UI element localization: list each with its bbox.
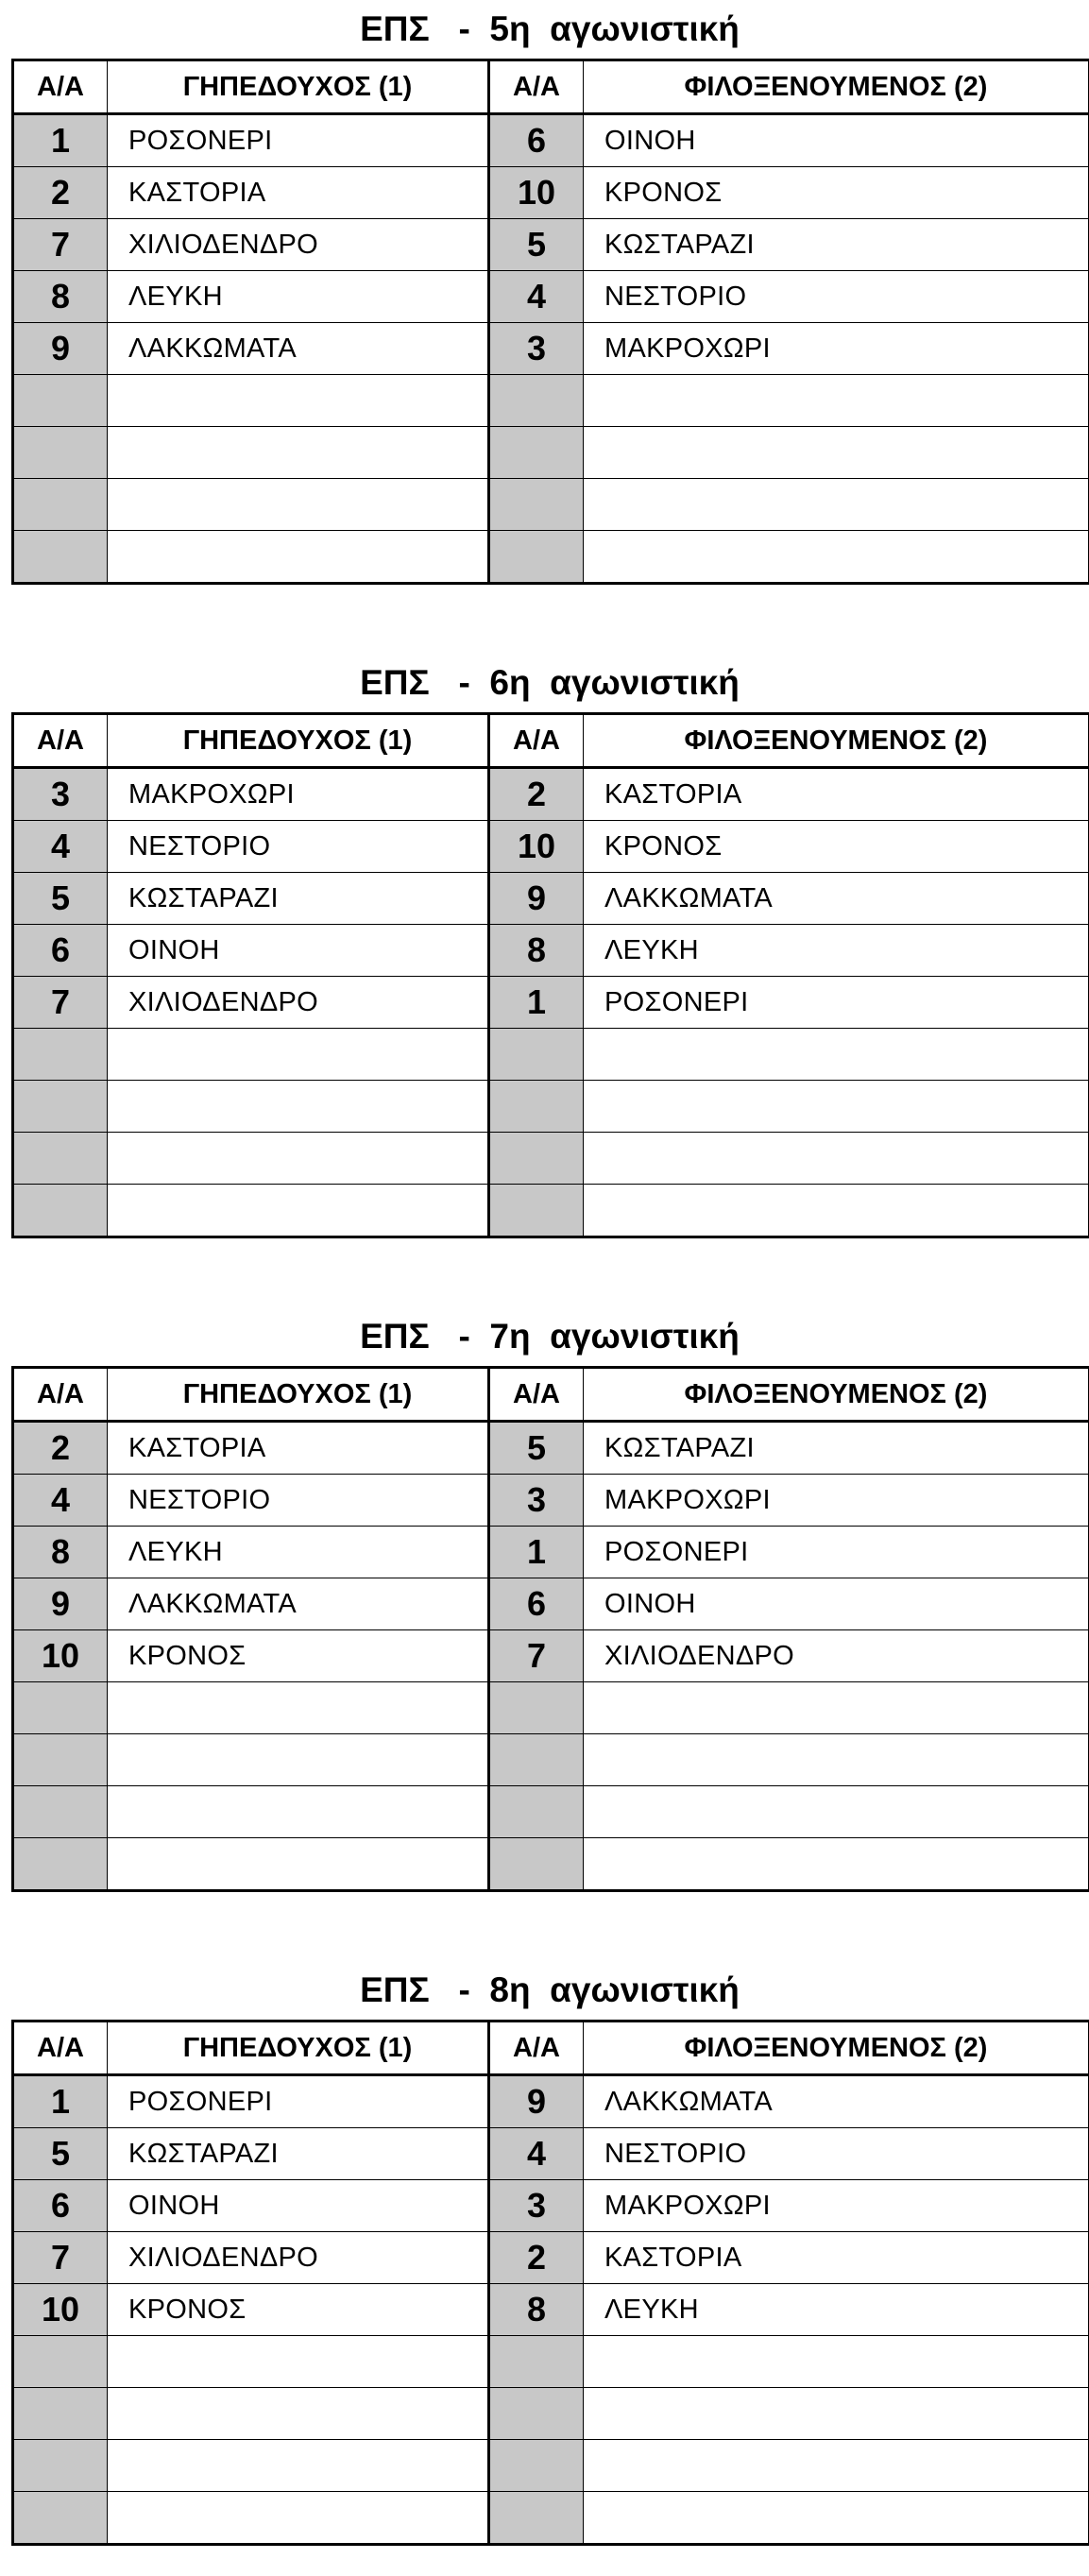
round-section-5 xyxy=(11,0,1088,585)
empty-team-cell xyxy=(584,2388,1089,2440)
away-team: ΚΑΣΤΟΡΙΑ xyxy=(584,768,1089,821)
round-title: ΕΠΣ - 7η αγωνιστική xyxy=(360,1317,740,1356)
empty-team-cell xyxy=(108,2388,489,2440)
round-section-8 xyxy=(11,1961,1088,2546)
away-team: ΚΑΣΤΟΡΙΑ xyxy=(584,2232,1089,2284)
home-team: ΚΡΟΝΟΣ xyxy=(108,2284,489,2336)
table-row xyxy=(13,2284,1089,2336)
empty-team-cell xyxy=(584,1133,1089,1185)
empty-team-cell xyxy=(108,2440,489,2492)
home-number: 4 xyxy=(13,821,108,873)
away-number: 9 xyxy=(489,873,584,925)
empty-team-cell xyxy=(584,427,1089,479)
empty-team-cell xyxy=(108,375,489,427)
home-team: ΚΑΣΤΟΡΙΑ xyxy=(108,167,489,219)
home-team: ΝΕΣΤΟΡΙΟ xyxy=(108,821,489,873)
empty-number-cell xyxy=(13,427,108,479)
empty-number-cell xyxy=(489,1133,584,1185)
empty-team-cell xyxy=(584,375,1089,427)
home-team: ΚΑΣΤΟΡΙΑ xyxy=(108,1422,489,1475)
table-row xyxy=(13,1630,1089,1682)
away-team: ΡΟΣΟΝΕΡΙ xyxy=(584,977,1089,1029)
empty-row xyxy=(13,1838,1089,1891)
home-team: ΝΕΣΤΟΡΙΟ xyxy=(108,1475,489,1527)
away-team: ΝΕΣΤΟΡΙΟ xyxy=(584,2128,1089,2180)
table-row xyxy=(13,2075,1089,2128)
away-number: 3 xyxy=(489,2180,584,2232)
empty-row xyxy=(13,2440,1089,2492)
round-title: ΕΠΣ - 8η αγωνιστική xyxy=(360,1970,740,2009)
empty-row xyxy=(13,1734,1089,1786)
away-number: 10 xyxy=(489,821,584,873)
away-team: ΛΕΥΚΗ xyxy=(584,925,1089,977)
empty-team-cell xyxy=(108,1786,489,1838)
empty-number-cell xyxy=(13,1682,108,1734)
home-team: ΚΡΟΝΟΣ xyxy=(108,1630,489,1682)
empty-team-cell xyxy=(584,2492,1089,2545)
away-team: ΛΑΚΚΩΜΑΤΑ xyxy=(584,873,1089,925)
away-team: ΜΑΚΡΟΧΩΡΙ xyxy=(584,1475,1089,1527)
empty-number-cell xyxy=(13,2336,108,2388)
away-team: ΜΑΚΡΟΧΩΡΙ xyxy=(584,2180,1089,2232)
empty-number-cell xyxy=(489,1185,584,1237)
header-away-team: ΦΙΛΟΞΕΝΟΥΜΕΝΟΣ (2) xyxy=(584,714,1089,768)
empty-row xyxy=(13,1786,1089,1838)
header-home-team: ΓΗΠΕΔΟΥΧΟΣ (1) xyxy=(108,714,489,768)
empty-number-cell xyxy=(13,1185,108,1237)
empty-team-cell xyxy=(584,1682,1089,1734)
empty-team-cell xyxy=(108,479,489,531)
table-row xyxy=(13,1578,1089,1630)
home-number: 10 xyxy=(13,2284,108,2336)
empty-row xyxy=(13,2388,1089,2440)
table-row xyxy=(13,925,1089,977)
empty-number-cell xyxy=(489,531,584,584)
empty-row xyxy=(13,1081,1089,1133)
table-row xyxy=(13,873,1089,925)
table-row xyxy=(13,1475,1089,1527)
away-number: 2 xyxy=(489,768,584,821)
empty-team-cell xyxy=(584,1185,1089,1237)
home-team: ΡΟΣΟΝΕΡΙ xyxy=(108,2075,489,2128)
empty-team-cell xyxy=(584,2336,1089,2388)
empty-number-cell xyxy=(13,1133,108,1185)
away-number: 6 xyxy=(489,114,584,167)
table-row xyxy=(13,1422,1089,1475)
empty-number-cell xyxy=(489,2492,584,2545)
empty-number-cell xyxy=(489,1081,584,1133)
fixtures-table xyxy=(11,1366,1089,1892)
header-aa-away: Α/Α xyxy=(489,60,584,114)
table-row xyxy=(13,2180,1089,2232)
home-number: 3 xyxy=(13,768,108,821)
empty-row xyxy=(13,1682,1089,1734)
empty-number-cell xyxy=(13,1081,108,1133)
empty-team-cell xyxy=(584,1734,1089,1786)
away-team: ΟΙΝΟΗ xyxy=(584,114,1089,167)
home-number: 8 xyxy=(13,271,108,323)
away-number: 10 xyxy=(489,167,584,219)
empty-number-cell xyxy=(489,427,584,479)
home-number: 2 xyxy=(13,1422,108,1475)
home-number: 2 xyxy=(13,167,108,219)
round-title: ΕΠΣ - 5η αγωνιστική xyxy=(360,9,740,48)
empty-number-cell xyxy=(489,1682,584,1734)
away-number: 4 xyxy=(489,2128,584,2180)
empty-number-cell xyxy=(489,2388,584,2440)
away-number: 5 xyxy=(489,1422,584,1475)
home-number: 6 xyxy=(13,2180,108,2232)
home-number: 9 xyxy=(13,323,108,375)
home-team: ΧΙΛΙΟΔΕΝΔΡΟ xyxy=(108,219,489,271)
round-section-6 xyxy=(11,654,1088,1238)
header-aa-away: Α/Α xyxy=(489,1368,584,1422)
empty-team-cell xyxy=(584,531,1089,584)
header-home-team: ΓΗΠΕΔΟΥΧΟΣ (1) xyxy=(108,2022,489,2075)
table-row xyxy=(13,271,1089,323)
header-home-team: ΓΗΠΕΔΟΥΧΟΣ (1) xyxy=(108,60,489,114)
home-team: ΛΕΥΚΗ xyxy=(108,1527,489,1578)
away-team: ΚΩΣΤΑΡΑΖΙ xyxy=(584,1422,1089,1475)
home-number: 10 xyxy=(13,1630,108,1682)
empty-number-cell xyxy=(13,1734,108,1786)
home-number: 1 xyxy=(13,114,108,167)
away-number: 8 xyxy=(489,2284,584,2336)
away-number: 1 xyxy=(489,1527,584,1578)
away-number: 1 xyxy=(489,977,584,1029)
home-team: ΧΙΛΙΟΔΕΝΔΡΟ xyxy=(108,2232,489,2284)
empty-row xyxy=(13,1029,1089,1081)
empty-row xyxy=(13,2336,1089,2388)
home-number: 1 xyxy=(13,2075,108,2128)
empty-row xyxy=(13,531,1089,584)
away-team: ΧΙΛΙΟΔΕΝΔΡΟ xyxy=(584,1630,1089,1682)
home-team: ΟΙΝΟΗ xyxy=(108,2180,489,2232)
header-aa-away: Α/Α xyxy=(489,2022,584,2075)
empty-number-cell xyxy=(489,2336,584,2388)
empty-number-cell xyxy=(13,1838,108,1891)
round-title: ΕΠΣ - 6η αγωνιστική xyxy=(360,663,740,702)
away-number: 2 xyxy=(489,2232,584,2284)
home-team: ΟΙΝΟΗ xyxy=(108,925,489,977)
empty-number-cell xyxy=(13,1786,108,1838)
home-number: 4 xyxy=(13,1475,108,1527)
empty-row xyxy=(13,1133,1089,1185)
away-team: ΡΟΣΟΝΕΡΙ xyxy=(584,1527,1089,1578)
away-team: ΛΕΥΚΗ xyxy=(584,2284,1089,2336)
round-section-7 xyxy=(11,1307,1088,1892)
empty-team-cell xyxy=(584,1081,1089,1133)
away-team: ΚΡΟΝΟΣ xyxy=(584,167,1089,219)
empty-team-cell xyxy=(108,1133,489,1185)
home-team: ΚΩΣΤΑΡΑΖΙ xyxy=(108,2128,489,2180)
empty-team-cell xyxy=(108,1081,489,1133)
home-team: ΧΙΛΙΟΔΕΝΔΡΟ xyxy=(108,977,489,1029)
table-header-row xyxy=(13,1368,1089,1422)
table-row xyxy=(13,1527,1089,1578)
table-row xyxy=(13,167,1089,219)
header-away-team: ΦΙΛΟΞΕΝΟΥΜΕΝΟΣ (2) xyxy=(584,1368,1089,1422)
empty-number-cell xyxy=(489,1734,584,1786)
away-team: ΜΑΚΡΟΧΩΡΙ xyxy=(584,323,1089,375)
empty-number-cell xyxy=(13,375,108,427)
empty-number-cell xyxy=(13,479,108,531)
empty-number-cell xyxy=(489,1786,584,1838)
empty-number-cell xyxy=(489,479,584,531)
home-team: ΛΑΚΚΩΜΑΤΑ xyxy=(108,323,489,375)
empty-number-cell xyxy=(13,1029,108,1081)
table-row xyxy=(13,821,1089,873)
empty-row xyxy=(13,1185,1089,1237)
empty-team-cell xyxy=(584,479,1089,531)
away-number: 3 xyxy=(489,323,584,375)
empty-team-cell xyxy=(108,427,489,479)
empty-team-cell xyxy=(584,1029,1089,1081)
home-number: 5 xyxy=(13,873,108,925)
header-away-team: ΦΙΛΟΞΕΝΟΥΜΕΝΟΣ (2) xyxy=(584,60,1089,114)
header-aa-home: Α/Α xyxy=(13,714,108,768)
home-team: ΜΑΚΡΟΧΩΡΙ xyxy=(108,768,489,821)
table-row xyxy=(13,323,1089,375)
empty-team-cell xyxy=(108,531,489,584)
away-team: ΚΡΟΝΟΣ xyxy=(584,821,1089,873)
away-team: ΛΑΚΚΩΜΑΤΑ xyxy=(584,2075,1089,2128)
away-number: 7 xyxy=(489,1630,584,1682)
home-team: ΛΕΥΚΗ xyxy=(108,271,489,323)
home-number: 7 xyxy=(13,2232,108,2284)
table-header-row xyxy=(13,60,1089,114)
table-row xyxy=(13,2232,1089,2284)
fixtures-table xyxy=(11,2020,1089,2546)
empty-number-cell xyxy=(489,375,584,427)
table-row xyxy=(13,114,1089,167)
empty-team-cell xyxy=(108,1734,489,1786)
header-aa-home: Α/Α xyxy=(13,1368,108,1422)
header-aa-home: Α/Α xyxy=(13,60,108,114)
header-aa-home: Α/Α xyxy=(13,2022,108,2075)
away-number: 3 xyxy=(489,1475,584,1527)
empty-number-cell xyxy=(489,1838,584,1891)
away-number: 4 xyxy=(489,271,584,323)
table-header-row xyxy=(13,2022,1089,2075)
empty-team-cell xyxy=(584,1786,1089,1838)
away-number: 5 xyxy=(489,219,584,271)
home-number: 5 xyxy=(13,2128,108,2180)
table-header-row xyxy=(13,714,1089,768)
home-number: 6 xyxy=(13,925,108,977)
away-number: 6 xyxy=(489,1578,584,1630)
empty-team-cell xyxy=(584,1838,1089,1891)
empty-row xyxy=(13,375,1089,427)
empty-team-cell xyxy=(108,1029,489,1081)
away-team: ΟΙΝΟΗ xyxy=(584,1578,1089,1630)
home-number: 8 xyxy=(13,1527,108,1578)
away-number: 8 xyxy=(489,925,584,977)
empty-row xyxy=(13,479,1089,531)
header-away-team: ΦΙΛΟΞΕΝΟΥΜΕΝΟΣ (2) xyxy=(584,2022,1089,2075)
home-team: ΚΩΣΤΑΡΑΖΙ xyxy=(108,873,489,925)
home-number: 9 xyxy=(13,1578,108,1630)
home-team: ΡΟΣΟΝΕΡΙ xyxy=(108,114,489,167)
empty-team-cell xyxy=(108,1838,489,1891)
table-row xyxy=(13,977,1089,1029)
empty-row xyxy=(13,427,1089,479)
empty-team-cell xyxy=(108,2336,489,2388)
away-number: 9 xyxy=(489,2075,584,2128)
empty-row xyxy=(13,2492,1089,2545)
table-row xyxy=(13,2128,1089,2180)
empty-number-cell xyxy=(13,531,108,584)
fixtures-table xyxy=(11,59,1089,585)
empty-number-cell xyxy=(13,2388,108,2440)
home-number: 7 xyxy=(13,219,108,271)
empty-number-cell xyxy=(489,2440,584,2492)
empty-number-cell xyxy=(489,1029,584,1081)
empty-team-cell xyxy=(108,2492,489,2545)
table-row xyxy=(13,768,1089,821)
fixtures-table xyxy=(11,712,1089,1238)
away-team: ΝΕΣΤΟΡΙΟ xyxy=(584,271,1089,323)
home-team: ΛΑΚΚΩΜΑΤΑ xyxy=(108,1578,489,1630)
empty-number-cell xyxy=(13,2492,108,2545)
home-number: 7 xyxy=(13,977,108,1029)
table-row xyxy=(13,219,1089,271)
empty-team-cell xyxy=(584,2440,1089,2492)
header-home-team: ΓΗΠΕΔΟΥΧΟΣ (1) xyxy=(108,1368,489,1422)
header-aa-away: Α/Α xyxy=(489,714,584,768)
away-team: ΚΩΣΤΑΡΑΖΙ xyxy=(584,219,1089,271)
empty-team-cell xyxy=(108,1682,489,1734)
empty-number-cell xyxy=(13,2440,108,2492)
empty-team-cell xyxy=(108,1185,489,1237)
